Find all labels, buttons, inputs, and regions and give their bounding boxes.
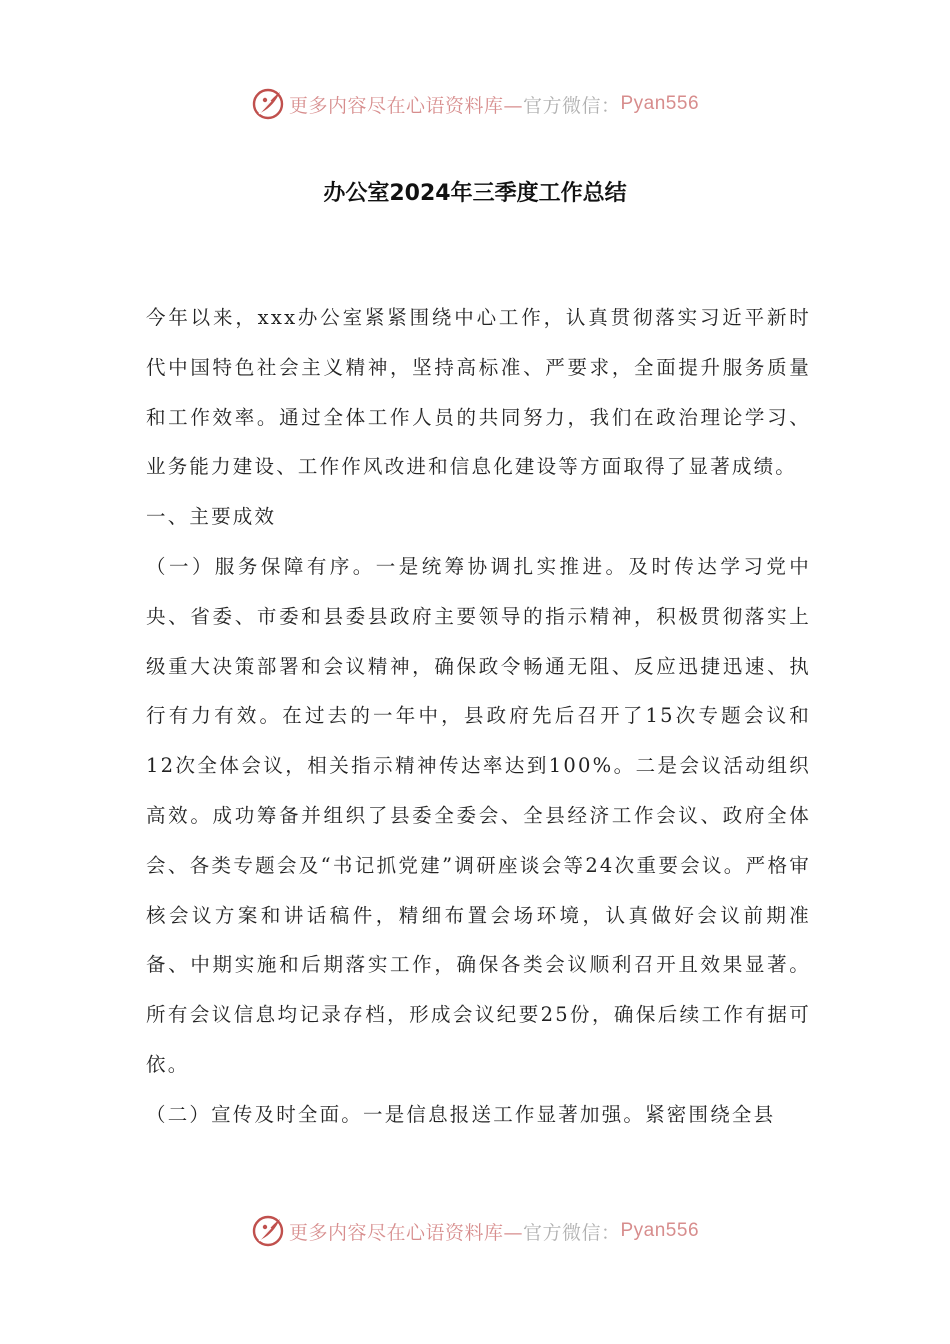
section-heading: 一、主要成效 (146, 505, 277, 529)
feather-pen-logo-icon (251, 87, 285, 121)
watermark-banner-top (0, 84, 950, 124)
paragraph-service: （一）服务保障有序。一是统筹协调扎实推进。及时传达学习党中央、省委、市委和县委县政府主要领导的指示精神，积极贯彻落实上级重大决策部署和会议精神，确保政令畅通无阻、反应迅捷迅速、执行有力有效。在过去的一年中，县政府先后召开了15次专题会议和12次全体会议，相关指示精神传达率达到100%。二是会议活动组织高效。成功筹备并组织了县委全委会、全县经济工作会议、政府全体会、各类专题会及“书记抓党建”调研座谈会等24次重要会议。严格审核会议方案和讲话稿件，精细布置会场环境，认真做好会议前期准备、中期实施和后期落实工作，确保各类会议顺利召开且效果显著。所有会议信息均记录存档，形成会议纪要25份，确保后续工作有据可依。 (146, 554, 811, 1076)
watermark-text: 更多内容尽在心语资料库— (288, 94, 523, 117)
document-body (146, 293, 811, 1140)
paragraph-publicity: （二）宣传及时全面。一是信息报送工作显著加强。紧密围绕全县 (146, 1102, 776, 1126)
paragraph-intro: 今年以来，xxx办公室紧紧围绕中心工作，认真贯彻落实习近平新时代中国特色社会主义精神，坚持高标准、严要求，全面提升服务质量和工作效率。通过全体工作人员的共同努力，我们在政治理论学习、业务能力建设、工作作风改进和信息化建设等方面取得了显著成绩。 (146, 306, 811, 479)
watermark-banner-bottom (0, 1211, 950, 1251)
feather-pen-logo-icon (251, 1214, 285, 1248)
watermark-wechat-label: 官方微信： (522, 94, 621, 117)
watermark-wechat-label: 官方微信： (522, 1221, 621, 1244)
watermark-wechat-id: Pyan556 (620, 93, 700, 114)
watermark-text: 更多内容尽在心语资料库— (288, 1221, 523, 1244)
watermark-wechat-id: Pyan556 (620, 1220, 700, 1241)
document-title: 办公室2024年三季度工作总结 (323, 181, 627, 206)
